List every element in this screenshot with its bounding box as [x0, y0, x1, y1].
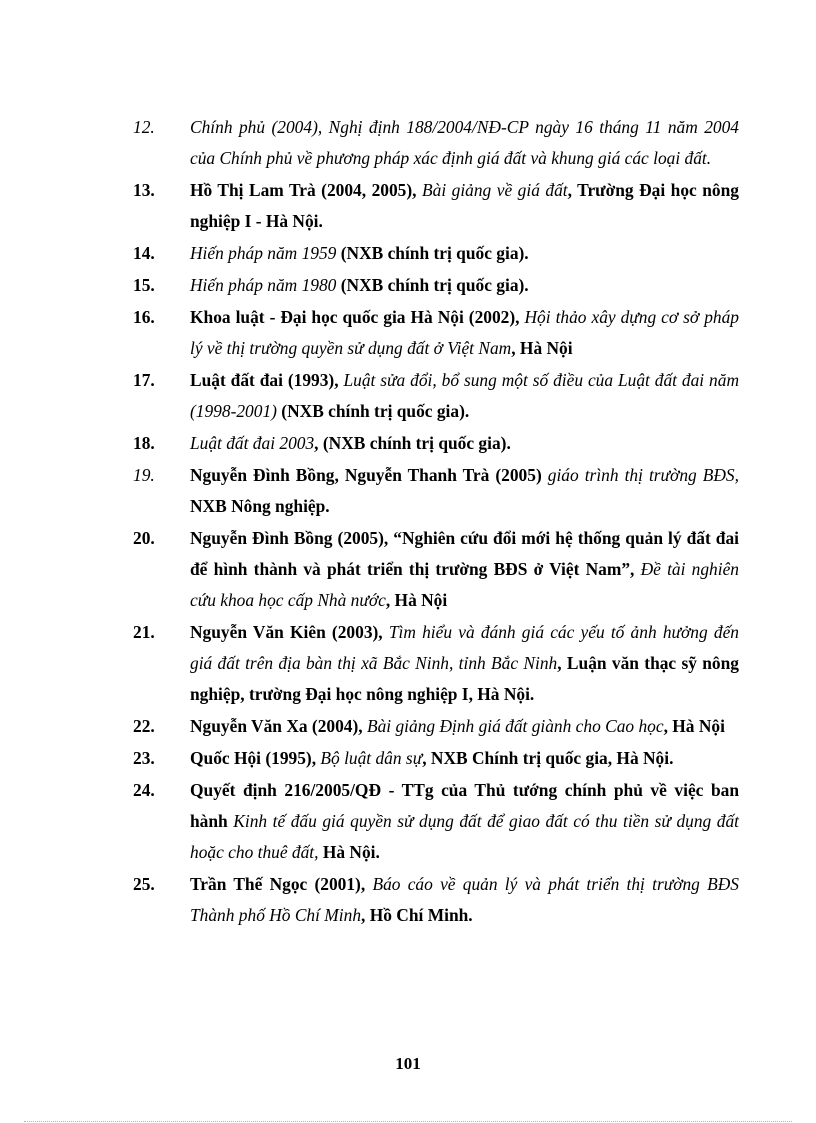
reference-text: Nguyễn Văn Xa (2004), [190, 716, 367, 736]
reference-item [133, 302, 739, 364]
reference-item [133, 743, 739, 774]
reference-text: (NXB chính trị quốc gia). [336, 243, 529, 263]
reference-title-text: Bài giảng Định giá đất giành cho Cao học [366, 716, 664, 736]
reference-title-text: Hiến pháp năm 1959 [190, 243, 337, 263]
reference-title-text: Bài giảng về giá đất [422, 180, 568, 200]
reference-text: Hà Nội. [318, 842, 380, 862]
reference-text: , Hà Nội [385, 590, 448, 610]
reference-title-text: Luật sửa đổi, bổ sung một số điều của Luật đất đai năm (1998-2001) [190, 370, 739, 421]
reference-number: 22. [133, 716, 155, 736]
reference-text: , Luận văn thạc sỹ nông nghiệp, trường Đại học nông nghiệp I, Hà Nội. [190, 653, 739, 704]
reference-title-text: Chính phủ (2004), Nghị định 188/2004/NĐ-CP ngày 16 tháng 11 năm 2004 của Chính phủ về phương pháp xác định giá đất và khung giá các loại đất. [190, 117, 739, 168]
reference-number: 13. [133, 180, 155, 200]
reference-text: , Hà Nội [511, 338, 573, 358]
reference-item [133, 175, 739, 237]
reference-title-text: Hiến pháp năm 1980 [190, 275, 337, 295]
reference-title-text: giáo trình thị trường BĐS, [547, 465, 739, 485]
reference-text: Nguyễn Đình Bồng (2005), “Nghiên cứu đổi mới hệ thống quản lý đất đai để hình thành và phát triển thị trường BĐS ở Việt Nam”, [190, 528, 739, 579]
page-number: 101 [395, 1054, 421, 1073]
reference-text: Hồ Thị Lam Trà (2004, 2005), [190, 180, 422, 200]
reference-text: (NXB chính trị quốc gia). [336, 275, 529, 295]
reference-text: Quốc Hội (1995), [190, 748, 321, 768]
reference-text: (NXB chính trị quốc gia). [276, 401, 470, 421]
reference-title-text: Luật đất đai 2003 [190, 433, 315, 453]
reference-title-text: Kinh tế đấu giá quyền sử dụng đất để giao đất có thu tiền sử dụng đất hoặc cho thuê đất, [190, 811, 739, 862]
reference-text: , NXB Chính trị quốc gia, Hà Nội. [422, 748, 674, 768]
reference-text: Nguyễn Văn Kiên (2003), [190, 622, 389, 642]
reference-number: 19. [133, 465, 155, 485]
reference-text: Trần Thế Ngọc (2001), [190, 874, 373, 894]
reference-text: , (NXB chính trị quốc gia). [314, 433, 511, 453]
reference-text: , Hà Nội [663, 716, 725, 736]
reference-item [133, 617, 739, 710]
reference-item [133, 238, 739, 269]
reference-number: 12. [133, 117, 155, 137]
reference-item [133, 775, 739, 868]
reference-item [133, 869, 739, 931]
reference-number: 25. [133, 874, 155, 894]
reference-text: , Trường Đại học nông nghiệp I - Hà Nội. [190, 180, 739, 231]
reference-number: 17. [133, 370, 155, 390]
reference-number: 21. [133, 622, 155, 642]
reference-text: Nguyễn Đình Bồng, Nguyễn Thanh Trà (2005) [190, 465, 548, 485]
reference-title-text: Bộ luật dân sự [320, 748, 423, 768]
reference-number: 14. [133, 243, 155, 263]
reference-item [133, 711, 739, 742]
reference-text: NXB Nông nghiệp. [190, 496, 330, 516]
reference-title-text: Báo cáo về quản lý và phát triển thị trường BĐS Thành phố Hồ Chí Minh [190, 874, 739, 925]
reference-item [133, 460, 739, 522]
reference-item [133, 428, 739, 459]
reference-number: 15. [133, 275, 155, 295]
reference-text: , Hồ Chí Minh. [361, 905, 473, 925]
reference-item [133, 523, 739, 616]
reference-item [133, 270, 739, 301]
reference-number: 18. [133, 433, 155, 453]
reference-number: 16. [133, 307, 155, 327]
reference-list [133, 112, 739, 932]
reference-title-text: Tìm hiểu và đánh giá các yếu tố ảnh hưởng đến giá đất trên địa bàn thị xã Bắc Ninh, tỉnh Bắc Ninh [190, 622, 739, 673]
reference-number: 20. [133, 528, 155, 548]
reference-number: 23. [133, 748, 155, 768]
reference-title-text: Hội thảo xây dựng cơ sở pháp lý về thị trường quyền sử dụng đất ở Việt Nam [190, 307, 739, 358]
reference-text: Luật đất đai (1993), [190, 370, 344, 390]
reference-item [133, 365, 739, 427]
reference-number: 24. [133, 780, 155, 800]
reference-text: Quyết định 216/2005/QĐ - TTg của Thủ tướng chính phủ về việc ban hành [190, 780, 739, 831]
reference-text: Khoa luật - Đại học quốc gia Hà Nội (2002), [190, 307, 525, 327]
page-bottom-divider [24, 1121, 792, 1122]
reference-title-text: Đề tài nghiên cứu khoa học cấp Nhà nước [190, 559, 739, 610]
reference-item [133, 112, 739, 174]
